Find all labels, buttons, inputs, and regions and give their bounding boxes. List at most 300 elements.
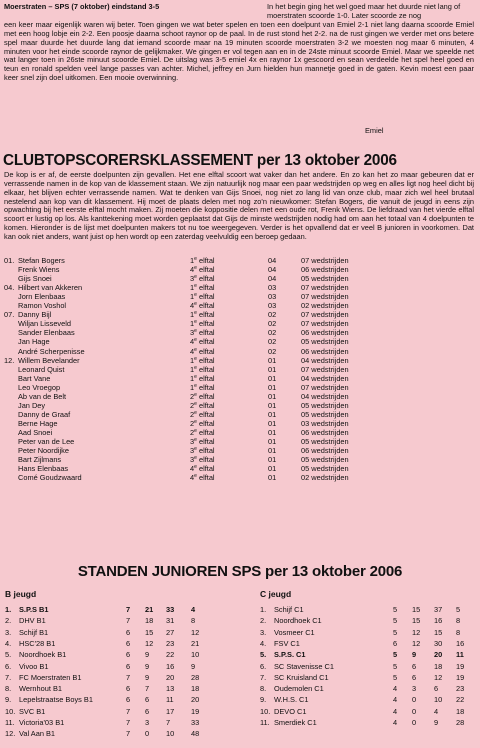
scorer-team-number: 1 bbox=[190, 364, 195, 374]
scorer-team bbox=[190, 292, 215, 301]
scorer-team-number: 1 bbox=[190, 310, 195, 320]
scorer-name: Bart Vane bbox=[18, 373, 51, 383]
scorer-matches: 06 wedstrijden bbox=[301, 328, 349, 338]
scorer-goals: 01 bbox=[268, 409, 277, 419]
scorer-team-number: 3 bbox=[190, 437, 195, 446]
standing-points: 12 bbox=[412, 627, 421, 637]
scorer-team bbox=[190, 392, 215, 401]
scorer-matches: 02 wedstrijden bbox=[301, 301, 349, 311]
standing-rank: 2. bbox=[260, 616, 267, 626]
standing-goals-for: 16 bbox=[166, 661, 175, 671]
scorer-team bbox=[190, 328, 215, 337]
scorer-team-suffix: e bbox=[194, 274, 197, 281]
standing-rank: 11. bbox=[260, 718, 270, 727]
standing-goals-against: 16 bbox=[456, 638, 465, 648]
scorer-team bbox=[190, 301, 215, 310]
scorer-team-number: 4 bbox=[190, 464, 195, 474]
scorer-matches: 05 wedstrijden bbox=[301, 400, 349, 410]
scorer-goals: 01 bbox=[268, 427, 277, 437]
match-report-opening: In het begin ging het wel goed maar het duurde niet lang of moerstraten scoorde 1-0. Later scoorde ze nog bbox=[267, 2, 461, 20]
scorer-name: Ramon Voshol bbox=[18, 301, 67, 311]
scorer-team bbox=[190, 401, 215, 410]
standing-points: 0 bbox=[412, 706, 417, 716]
scorer-team-label: elftal bbox=[196, 437, 215, 446]
standing-played: 4 bbox=[393, 684, 398, 694]
scorer-matches: 05 wedstrijden bbox=[301, 337, 349, 347]
scorer-name: Gijs Snoei bbox=[18, 274, 52, 284]
scorer-name: Leonard Quist bbox=[18, 364, 65, 374]
scorer-matches: 06 wedstrijden bbox=[301, 346, 349, 356]
standing-rank: 3. bbox=[260, 627, 267, 637]
standing-team: W.H.S. C1 bbox=[274, 695, 309, 705]
standing-team: SVC B1 bbox=[19, 706, 46, 716]
standing-rank: 12. bbox=[5, 729, 16, 739]
standing-goals-for: 17 bbox=[166, 706, 175, 716]
scorer-team-number: 4 bbox=[190, 337, 195, 347]
standing-rank: 11. bbox=[5, 718, 15, 727]
standing-team: Val Aan B1 bbox=[19, 729, 56, 739]
standing-rank: 6. bbox=[5, 661, 12, 671]
standing-rank: 8. bbox=[260, 684, 267, 694]
scorer-matches: 05 wedstrijden bbox=[301, 437, 349, 446]
scorer-matches: 07 wedstrijden bbox=[301, 292, 349, 302]
standing-played: 7 bbox=[126, 718, 131, 727]
scorer-goals: 01 bbox=[268, 455, 277, 465]
scorer-name: Sander Elenbaas bbox=[18, 328, 75, 338]
standing-team: Wernhout B1 bbox=[19, 684, 63, 694]
standing-points: 3 bbox=[412, 684, 417, 694]
standing-team: Noordhoek B1 bbox=[19, 650, 67, 660]
scorer-name: Bart Zijlmans bbox=[18, 455, 62, 465]
scorer-team bbox=[190, 310, 215, 319]
scorer-goals: 01 bbox=[268, 373, 277, 383]
standing-played: 7 bbox=[126, 706, 131, 716]
scorer-team-label: elftal bbox=[196, 328, 215, 338]
standing-played: 7 bbox=[126, 605, 131, 614]
standing-goals-for: 9 bbox=[434, 718, 439, 727]
scorer-team-label: elftal bbox=[196, 418, 215, 428]
scorer-team-label: elftal bbox=[196, 319, 215, 329]
scorer-matches: 06 wedstrijden bbox=[301, 265, 349, 275]
standing-played: 7 bbox=[126, 672, 131, 682]
standing-played: 5 bbox=[393, 650, 398, 660]
scorer-team bbox=[190, 347, 215, 356]
scorer-matches: 05 wedstrijden bbox=[301, 455, 349, 465]
scorer-goals: 02 bbox=[268, 337, 277, 347]
standing-team: S.P.S. C1 bbox=[274, 650, 306, 660]
standing-goals-against: 28 bbox=[191, 672, 200, 682]
scorer-team-label: elftal bbox=[196, 455, 215, 465]
standing-goals-against: 48 bbox=[191, 729, 200, 739]
scorer-team-suffix: e bbox=[194, 437, 197, 443]
scorer-name: Danny de Graaf bbox=[18, 409, 71, 419]
standing-played: 7 bbox=[126, 729, 131, 739]
scorer-team bbox=[190, 410, 215, 419]
scorer-goals: 02 bbox=[268, 319, 277, 329]
standing-points: 0 bbox=[412, 718, 417, 727]
scorer-team-label: elftal bbox=[196, 427, 215, 437]
standing-goals-against: 19 bbox=[456, 672, 465, 682]
scorer-rank: 07. bbox=[4, 310, 15, 320]
scorer-name: Comé Goudzwaard bbox=[18, 473, 82, 483]
scorer-team-label: elftal bbox=[196, 265, 215, 275]
standing-points: 0 bbox=[145, 729, 150, 739]
scorer-matches: 02 wedstrijden bbox=[301, 473, 349, 483]
scorer-team-number: 1 bbox=[190, 373, 195, 383]
standing-goals-for: 37 bbox=[434, 605, 443, 614]
scorer-team-label: elftal bbox=[196, 346, 215, 356]
standing-rank: 9. bbox=[260, 695, 267, 705]
scorer-team-number: 1 bbox=[190, 382, 195, 392]
standing-team: HSC'28 B1 bbox=[19, 638, 56, 648]
scorer-team bbox=[190, 356, 215, 365]
scorer-team-label: elftal bbox=[196, 382, 215, 392]
scorer-name: Jan Dey bbox=[18, 400, 46, 410]
scorer-team-number: 2 bbox=[190, 427, 195, 437]
scorer-team-suffix: e bbox=[194, 310, 197, 317]
scorer-team-number: 3 bbox=[190, 274, 195, 284]
scorer-name: Hans Elenbaas bbox=[18, 464, 69, 474]
scorer-team-label: elftal bbox=[196, 400, 215, 410]
standing-points: 6 bbox=[412, 672, 417, 682]
scorer-team-number: 4 bbox=[190, 301, 195, 311]
scorer-matches: 05 wedstrijden bbox=[301, 409, 349, 419]
scorer-team-number: 4 bbox=[190, 265, 195, 275]
scorer-team bbox=[190, 256, 215, 265]
topscorers-title: CLUBTOPSCORERSKLASSEMENT per 13 oktober 2006 bbox=[3, 152, 397, 169]
scorer-team-suffix: e bbox=[194, 292, 197, 299]
standing-team: Vosmeer C1 bbox=[274, 627, 315, 637]
scorer-team-number: 2 bbox=[190, 409, 195, 419]
scorer-team-suffix: e bbox=[194, 427, 197, 434]
scorer-team-label: elftal bbox=[196, 409, 215, 419]
scorer-team bbox=[190, 274, 215, 283]
scorer-matches: 07 wedstrijden bbox=[301, 283, 349, 293]
scorer-team-suffix: e bbox=[194, 319, 197, 326]
scorer-matches: 07 wedstrijden bbox=[301, 256, 349, 265]
standing-goals-for: 30 bbox=[434, 638, 443, 648]
scorer-team-suffix: e bbox=[194, 455, 197, 462]
standing-team: Victoria'03 B1 bbox=[19, 718, 65, 727]
scorer-team-label: elftal bbox=[196, 355, 215, 365]
standing-goals-against: 33 bbox=[191, 718, 200, 727]
scorer-matches: 07 wedstrijden bbox=[301, 364, 349, 374]
standing-goals-against: 19 bbox=[191, 706, 200, 716]
standing-points: 9 bbox=[145, 661, 150, 671]
standing-points: 9 bbox=[412, 650, 417, 660]
standing-played: 6 bbox=[126, 638, 131, 648]
standing-played: 6 bbox=[126, 661, 131, 671]
scorer-team-suffix: e bbox=[194, 364, 197, 371]
standing-goals-for: 16 bbox=[434, 616, 443, 626]
standing-goals-against: 22 bbox=[456, 695, 465, 705]
standing-team: SC Kruisland C1 bbox=[274, 672, 329, 682]
scorer-matches: 07 wedstrijden bbox=[301, 310, 349, 320]
scorer-matches: 04 wedstrijden bbox=[301, 355, 349, 365]
scorer-goals: 03 bbox=[268, 292, 277, 302]
scorer-team-label: elftal bbox=[196, 310, 215, 320]
standing-played: 7 bbox=[126, 616, 131, 626]
scorer-team bbox=[190, 446, 215, 455]
standing-goals-for: 4 bbox=[434, 706, 439, 716]
scorer-team-number: 3 bbox=[190, 328, 195, 338]
scorer-team-number: 1 bbox=[190, 292, 195, 302]
match-report-signature: Emiel bbox=[365, 126, 384, 135]
standing-points: 0 bbox=[412, 695, 417, 705]
scorer-matches: 05 wedstrijden bbox=[301, 274, 349, 284]
standing-team: SC Stavenisse C1 bbox=[274, 661, 334, 671]
scorer-team-label: elftal bbox=[196, 274, 215, 284]
standing-points: 7 bbox=[145, 684, 150, 694]
scorer-team-number: 3 bbox=[190, 446, 195, 456]
standing-team: Noordhoek C1 bbox=[274, 616, 322, 626]
scorer-team bbox=[190, 464, 215, 473]
standing-goals-for: 27 bbox=[166, 627, 175, 637]
standing-played: 5 bbox=[393, 672, 398, 682]
standing-rank: 2. bbox=[5, 616, 12, 626]
scorer-name: Willem Bevelander bbox=[18, 355, 80, 365]
scorer-team-label: elftal bbox=[196, 292, 215, 302]
scorer-matches: 04 wedstrijden bbox=[301, 391, 349, 401]
scorer-team-suffix: e bbox=[194, 400, 197, 407]
scorer-goals: 01 bbox=[268, 418, 277, 428]
standing-played: 4 bbox=[393, 718, 398, 727]
standing-rank: 4. bbox=[260, 638, 267, 648]
scorer-goals: 01 bbox=[268, 446, 277, 456]
standing-goals-for: 18 bbox=[434, 661, 443, 671]
scorer-team-suffix: e bbox=[194, 391, 197, 398]
scorer-name: Leo Vroegop bbox=[18, 382, 61, 392]
scorer-team bbox=[190, 437, 215, 446]
scorer-team-number: 2 bbox=[190, 400, 195, 410]
scorer-rank: 12. bbox=[4, 355, 15, 365]
scorer-team-suffix: e bbox=[194, 337, 197, 344]
scorer-goals: 01 bbox=[268, 437, 277, 446]
scorer-name: Jorn Elenbaas bbox=[18, 292, 66, 302]
standings-title: STANDEN JUNIOREN SPS per 13 oktober 2006 bbox=[77, 563, 403, 580]
standing-goals-against: 4 bbox=[191, 605, 196, 614]
scorer-team bbox=[190, 337, 215, 346]
scorer-team-suffix: e bbox=[194, 328, 197, 335]
standing-team: Schijf C1 bbox=[274, 605, 304, 614]
standing-goals-against: 8 bbox=[191, 616, 196, 626]
scorer-matches: 07 wedstrijden bbox=[301, 382, 349, 392]
standing-points: 9 bbox=[145, 672, 150, 682]
scorer-name: Danny Bijl bbox=[18, 310, 52, 320]
standing-goals-for: 20 bbox=[166, 672, 175, 682]
scorer-team-label: elftal bbox=[196, 391, 215, 401]
scorer-team bbox=[190, 428, 215, 437]
scorer-team-suffix: e bbox=[194, 418, 197, 425]
scorer-team-suffix: e bbox=[194, 256, 197, 262]
match-report-body: een keer maar eigenlijk waren wij beter. Toen gingen we wat beter spelen en toen een doelpunt van Emiel 2-1 niet lang daarna scoorde Emiel met een hoog lobje ein 2-2. Een poosje daarna schoot raynor op de paal. In de rust stond het 2-2. na de rust gingen we verder met ons betere spel maar duurde het duurde lang dat iemand scoorde maar na 19 minuten scoorde moerstraten 3-2 we moesten nog maar 6 minuten, 4 minuten voor het einde scoorde raynor de gelijkmaker. We gingen er vol tegen aan en in de 24ste minuut scoorde Emiel. Maar we speelde net wat langer toen in 26ste minuut scoorde Emiel. De uitslag was 3-5 emiel 4x en raynor 1x gescoord en sean verdeelde het spel heel goed en teun en ronald spelden veel lange passes van achter. Michel, jeffrey en Jurn hielden hun mannetje goed in de gaten. Kevin moest een paar keer snel zijn doel uitkomen. Een mooie overwinning. bbox=[4, 19, 474, 83]
standing-points: 6 bbox=[145, 706, 150, 716]
scorer-name: Berne Hage bbox=[18, 418, 58, 428]
standing-points: 12 bbox=[145, 638, 154, 648]
standing-goals-for: 31 bbox=[166, 616, 175, 626]
match-report-title: Moerstraten – SPS (7 oktober) eindstand 3-5 bbox=[4, 2, 160, 11]
standing-goals-for: 20 bbox=[434, 650, 443, 660]
standing-team: Smerdiek C1 bbox=[274, 718, 317, 727]
standing-team: FC Moerstraten B1 bbox=[19, 672, 82, 682]
scorer-team-label: elftal bbox=[196, 373, 215, 383]
standing-goals-against: 8 bbox=[456, 627, 461, 637]
standing-goals-against: 18 bbox=[191, 684, 200, 694]
scorer-team bbox=[190, 383, 215, 392]
standing-played: 4 bbox=[393, 706, 398, 716]
standing-team: Oudemolen C1 bbox=[274, 684, 324, 694]
standing-goals-against: 5 bbox=[456, 605, 461, 614]
scorer-team-suffix: e bbox=[194, 355, 197, 362]
standing-played: 6 bbox=[126, 627, 131, 637]
standing-goals-for: 15 bbox=[434, 627, 443, 637]
scorer-name: Jan Hage bbox=[18, 337, 50, 347]
standing-rank: 4. bbox=[5, 638, 12, 648]
standing-played: 4 bbox=[393, 695, 398, 705]
scorer-goals: 01 bbox=[268, 473, 277, 483]
standing-team: Schijf B1 bbox=[19, 627, 49, 637]
scorer-team-label: elftal bbox=[196, 364, 215, 374]
scorer-name: Wiljan Lisseveld bbox=[18, 319, 71, 329]
standing-played: 6 bbox=[393, 638, 398, 648]
scorer-name: Ab van de Belt bbox=[18, 391, 67, 401]
scorer-team-label: elftal bbox=[196, 337, 215, 347]
standing-points: 15 bbox=[412, 616, 421, 626]
standing-points: 3 bbox=[145, 718, 150, 727]
scorer-team-label: elftal bbox=[196, 446, 215, 456]
standing-goals-against: 21 bbox=[191, 638, 200, 648]
scorer-matches: 06 wedstrijden bbox=[301, 427, 349, 437]
scorer-name: Hilbert van Akkeren bbox=[18, 283, 83, 293]
scorer-matches: 03 wedstrijden bbox=[301, 418, 349, 428]
scorer-team bbox=[190, 265, 215, 274]
scorer-team bbox=[190, 455, 215, 464]
standing-rank: 10. bbox=[5, 706, 16, 716]
scorer-goals: 02 bbox=[268, 346, 277, 356]
scorer-team-suffix: e bbox=[194, 265, 197, 272]
standing-rank: 8. bbox=[5, 684, 12, 694]
scorer-team-suffix: e bbox=[194, 301, 197, 308]
standing-rank: 5. bbox=[5, 650, 12, 660]
scorer-goals: 03 bbox=[268, 283, 277, 293]
scorer-rank: 04. bbox=[4, 283, 15, 293]
scorer-team-number: 1 bbox=[190, 355, 195, 365]
standing-goals-for: 11 bbox=[166, 695, 174, 705]
standing-rank: 1. bbox=[5, 605, 12, 614]
standing-goals-for: 13 bbox=[166, 684, 175, 694]
scorer-goals: 04 bbox=[268, 265, 277, 275]
standing-rank: 5. bbox=[260, 650, 267, 660]
standing-points: 12 bbox=[412, 638, 421, 648]
scorer-goals: 01 bbox=[268, 391, 277, 401]
standing-goals-against: 12 bbox=[191, 627, 200, 637]
scorer-name: Stefan Bogers bbox=[18, 256, 65, 265]
scorer-rank: 01. bbox=[4, 256, 15, 265]
scorer-goals: 02 bbox=[268, 310, 277, 320]
standing-goals-for: 23 bbox=[166, 638, 175, 648]
scorer-name: André Scherpenisse bbox=[18, 346, 85, 356]
standing-goals-against: 8 bbox=[456, 616, 461, 626]
standing-points: 18 bbox=[145, 616, 154, 626]
scorer-goals: 01 bbox=[268, 464, 277, 474]
topscorers-intro: De kop is er af, de eerste doelpunten zijn gevallen. Het ene elftal scoort wat vaker dan het andere. En zo kan het zo maar gebeuren dat er verrassende namen in de kop van de klassement staan. We zijn natuurlijk nog maar een paar wedstrijden op weg en alles ligt nog heel dicht bij elkaar, het blijven echter verrassende namen. Wat te denken van Gijs Snoei, nog niet zo lang lid van onze club, maar zich wel heel brutaal nestelend aan kop van dit klassement. Hij moet de plaats delen met nog zo'n nieuwkomer: Stefan Bogers, die vanuit de jeugd in eens zijn opwachting bij het eerste elftal mocht maken. Zij moeten die koppositie delen met een oude rot, Frenk Wiens. De liefdraad van het vierde elftal scoort er lustig op los. Als kanttekening moet worden geplaatst dat Gijs de minste wedstrijden nodig had om aan het totaal van 4 doelpunten te komen. Hieronder is de lijst met doelpunten makers tot nu toe weergegeven. Verder is het opvallend dat er veel B junioren in voorkomen. Dat kan ook niet anders, want juist op hen wordt op een zaterdag veelvuldig een beroep gedaan. bbox=[4, 170, 474, 241]
scorer-matches: 06 wedstrijden bbox=[301, 446, 349, 456]
scorer-team-suffix: e bbox=[194, 346, 197, 353]
standing-points: 9 bbox=[145, 650, 150, 660]
standing-goals-against: 18 bbox=[456, 706, 465, 716]
standing-points: 15 bbox=[412, 605, 421, 614]
standing-played: 6 bbox=[126, 695, 131, 705]
standing-team: DEVO C1 bbox=[274, 706, 307, 716]
standing-team: Vivoo B1 bbox=[19, 661, 49, 671]
scorer-goals: 04 bbox=[268, 256, 277, 265]
standing-team: Lepelstraatse Boys B1 bbox=[19, 695, 93, 705]
scorer-team-label: elftal bbox=[196, 473, 215, 483]
standing-goals-against: 23 bbox=[456, 684, 465, 694]
standing-played: 5 bbox=[393, 661, 398, 671]
scorer-team-suffix: e bbox=[194, 409, 197, 416]
scorer-team bbox=[190, 473, 215, 482]
scorer-team-number: 2 bbox=[190, 418, 195, 428]
scorer-goals: 01 bbox=[268, 382, 277, 392]
scorer-name: Peter Noordijke bbox=[18, 446, 69, 456]
standing-goals-against: 10 bbox=[191, 650, 200, 660]
scorer-team-number: 1 bbox=[190, 319, 195, 329]
scorer-team bbox=[190, 319, 215, 328]
standing-rank: 9. bbox=[5, 695, 12, 705]
scorer-team-number: 2 bbox=[190, 391, 195, 401]
standing-rank: 3. bbox=[5, 627, 12, 637]
standing-points: 6 bbox=[412, 661, 417, 671]
standing-goals-for: 6 bbox=[434, 684, 439, 694]
standing-points: 15 bbox=[145, 627, 154, 637]
standing-played: 5 bbox=[393, 605, 398, 614]
scorer-goals: 04 bbox=[268, 274, 277, 284]
standing-goals-for: 10 bbox=[434, 695, 443, 705]
scorer-team-label: elftal bbox=[196, 283, 215, 293]
scorer-goals: 01 bbox=[268, 355, 277, 365]
scorer-goals: 03 bbox=[268, 301, 277, 311]
standing-goals-for: 10 bbox=[166, 729, 175, 739]
standing-played: 6 bbox=[126, 684, 131, 694]
standing-goals-for: 12 bbox=[434, 672, 443, 682]
scorer-team-label: elftal bbox=[196, 464, 215, 474]
scorer-matches: 05 wedstrijden bbox=[301, 464, 349, 474]
standing-goals-against: 9 bbox=[191, 661, 196, 671]
standing-goals-against: 11 bbox=[456, 650, 464, 660]
scorer-goals: 01 bbox=[268, 364, 277, 374]
standing-goals-for: 7 bbox=[166, 718, 171, 727]
standing-played: 6 bbox=[126, 650, 131, 660]
standing-rank: 10. bbox=[260, 706, 271, 716]
scorer-team-suffix: e bbox=[194, 373, 197, 380]
scorer-team bbox=[190, 283, 215, 292]
standing-played: 5 bbox=[393, 616, 398, 626]
b-jeugd-heading: B jeugd bbox=[5, 589, 37, 599]
standing-goals-against: 20 bbox=[191, 695, 200, 705]
standing-goals-against: 28 bbox=[456, 718, 465, 727]
standing-goals-for: 33 bbox=[166, 605, 175, 614]
scorer-team-number: 1 bbox=[190, 283, 195, 293]
scorer-team bbox=[190, 419, 215, 428]
scorer-team-suffix: e bbox=[194, 464, 197, 471]
standing-team: FSV C1 bbox=[274, 638, 300, 648]
scorer-team-suffix: e bbox=[194, 283, 197, 290]
standing-points: 6 bbox=[145, 695, 150, 705]
scorer-team-suffix: e bbox=[194, 473, 197, 480]
standing-points: 21 bbox=[145, 605, 154, 614]
c-jeugd-heading: C jeugd bbox=[260, 589, 292, 599]
